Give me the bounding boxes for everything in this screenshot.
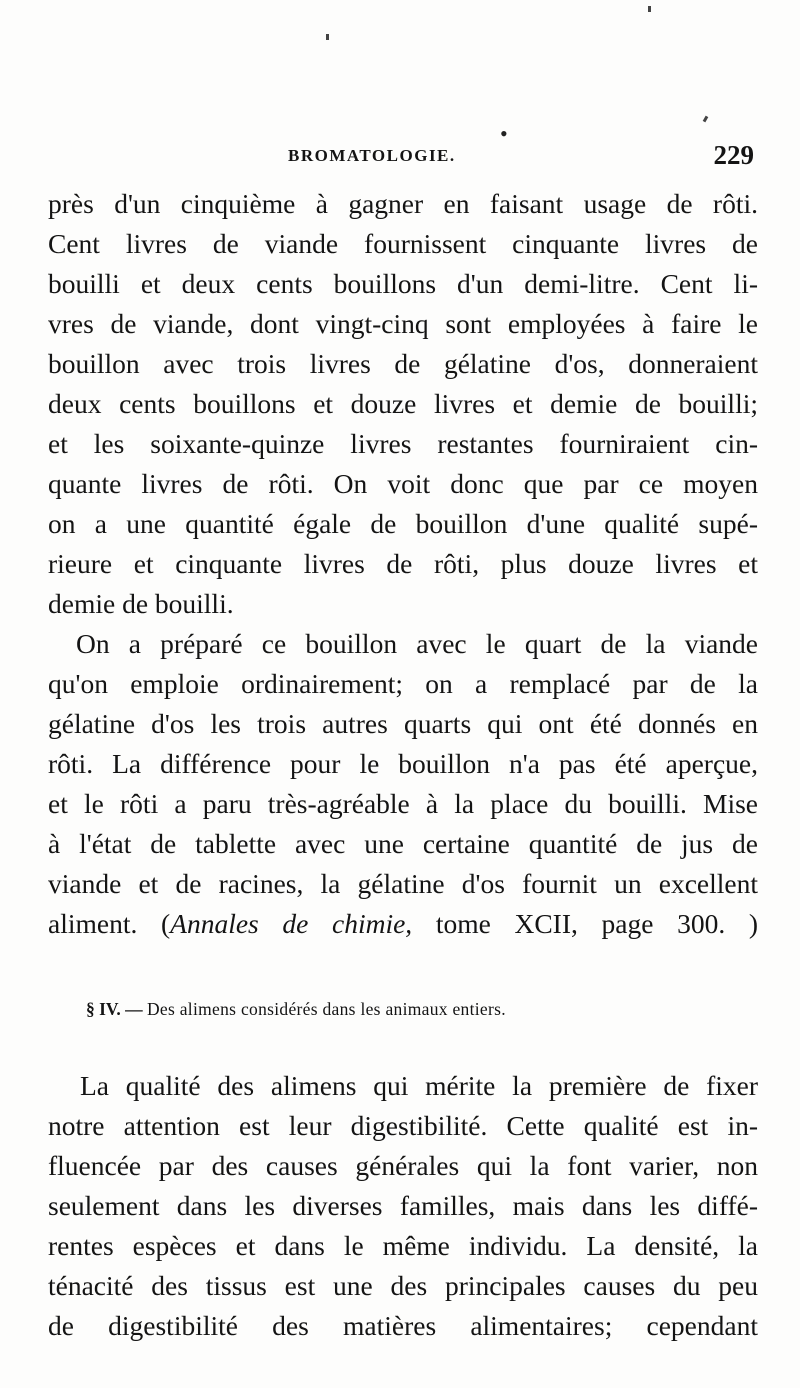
ink-speck: • — [500, 121, 508, 146]
citation-source: Annales de chimie, — [170, 908, 413, 939]
citation-suffix: tome XCII, page 300. ) — [412, 908, 758, 939]
citation-line — [48, 904, 758, 944]
citation-prefix: aliment. ( — [48, 908, 171, 939]
text-line: deux cents bouillons et douze livres et demie de bouilli; — [48, 388, 758, 419]
text-line: ténacité des tissus est une des principales causes du peu — [48, 1270, 758, 1301]
running-head — [48, 140, 758, 172]
text-line: notre attention est leur digestibilité. Cette qualité est in- — [48, 1110, 758, 1141]
text-line: et le rôti a paru très-agréable à la place du bouilli. Mise — [48, 788, 758, 819]
text-line: on a une quantité égale de bouillon d'une qualité supé- — [48, 508, 758, 539]
text-line: seulement dans les diverses familles, mais dans les diffé- — [48, 1190, 758, 1221]
ink-speck — [326, 34, 329, 40]
text-line: à l'état de tablette avec une certaine quantité de jus de — [48, 828, 758, 859]
text-line: rieure et cinquante livres de rôti, plus douze livres et — [48, 548, 758, 579]
ink-speck — [648, 6, 651, 12]
text-line: On a préparé ce bouillon avec le quart de la viande — [76, 628, 758, 659]
text-line: fluencée par des causes générales qui la font varier, non — [48, 1150, 758, 1181]
text-line: bouilli et deux cents bouillons d'un demi-litre. Cent li- — [48, 268, 758, 299]
text-line: quante livres de rôti. On voit donc que par ce moyen — [48, 468, 758, 499]
text-line: près d'un cinquième à gagner en faisant usage de rôti. — [48, 188, 758, 219]
text-line: bouillon avec trois livres de gélatine d'os, donneraient — [48, 348, 758, 379]
section-heading — [86, 994, 726, 1024]
text-line: rentes espèces et dans le même individu. La densité, la — [48, 1230, 758, 1261]
text-line: viande et de racines, la gélatine d'os fournit un excellent — [48, 868, 758, 899]
text-line: La qualité des alimens qui mérite la première de fixer — [80, 1070, 758, 1101]
page-number: 229 — [713, 140, 754, 170]
running-title: BROMATOLOGIE. — [288, 146, 456, 165]
text-line: Cent livres de viande fournissent cinquante livres de — [48, 228, 758, 259]
text-line: gélatine d'os les trois autres quarts qui ont été donnés en — [48, 708, 758, 739]
text-line: rôti. La différence pour le bouillon n'a pas été aperçue, — [48, 748, 758, 779]
text-line: vres de viande, dont vingt-cinq sont employées à faire le — [48, 308, 758, 339]
text-line: demie de bouilli. — [48, 588, 234, 619]
ink-speck — [703, 116, 709, 123]
text-line: et les soixante-quinze livres restantes fourniraient cin- — [48, 428, 758, 459]
text-line: de digestibilité des matières alimentaires; cependant — [48, 1310, 758, 1341]
section-symbol: § IV. — — [86, 999, 143, 1019]
text-line: qu'on emploie ordinairement; on a remplacé par de la — [48, 668, 758, 699]
section-title: Des alimens considérés dans les animaux entiers. — [146, 999, 506, 1019]
